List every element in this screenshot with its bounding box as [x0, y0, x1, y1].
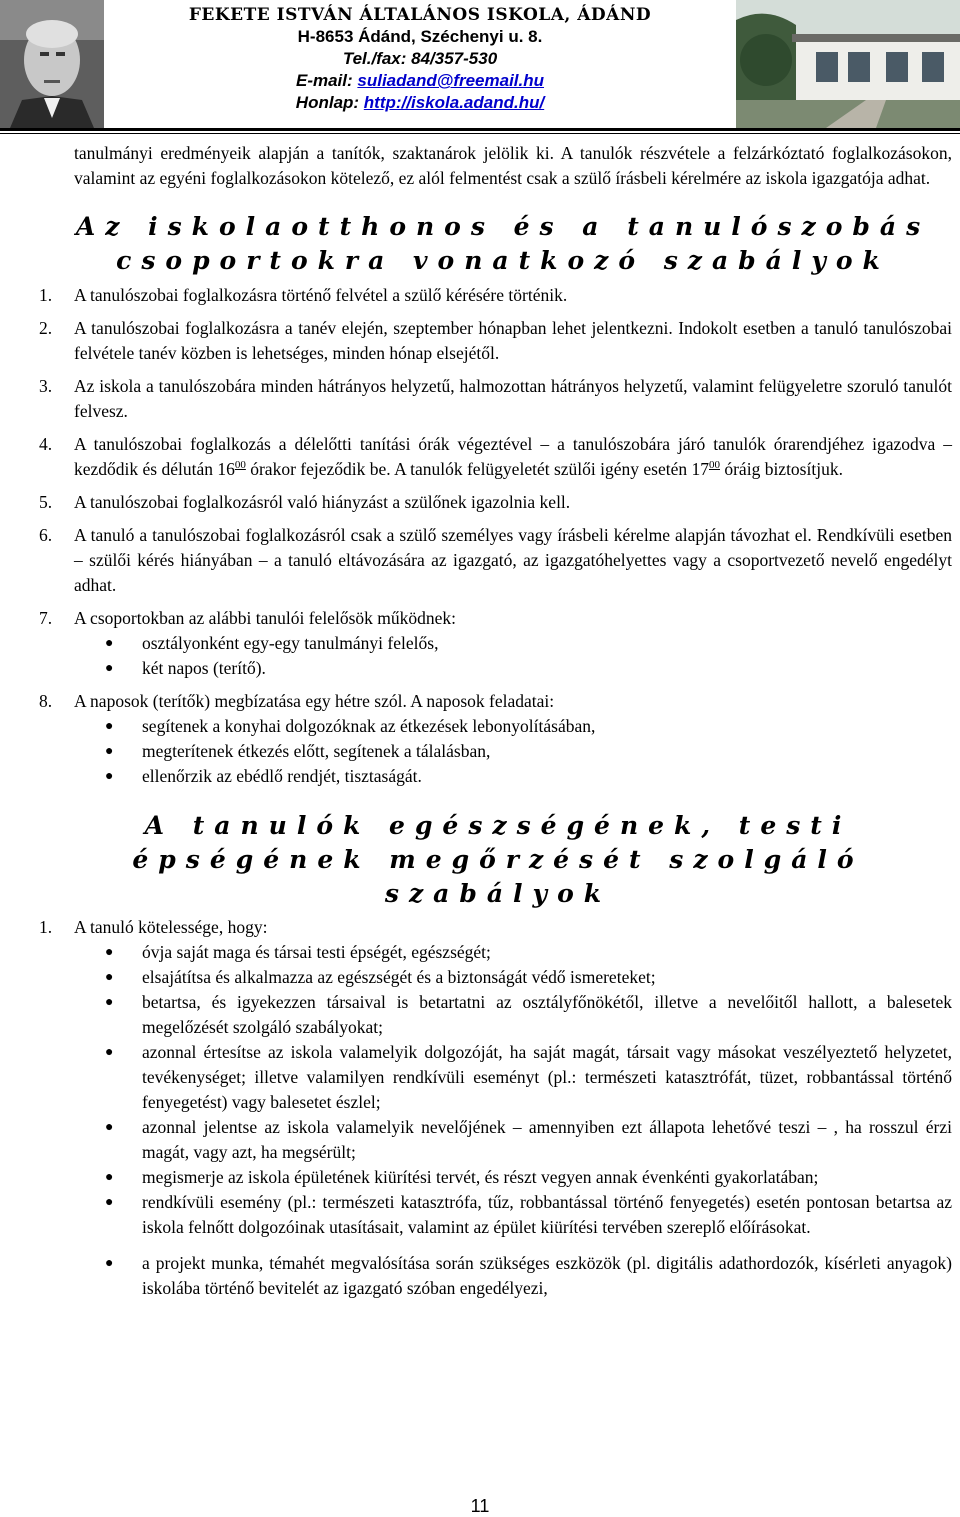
- school-address: H-8653 Ádánd, Széchenyi u. 8.: [297, 27, 543, 46]
- section-heading-afterschool: Az iskolaotthonos és a tanulószobás csoportokra vonatkozó szabályok: [75, 212, 931, 275]
- bullet-item: [74, 631, 952, 656]
- rule-item: [39, 283, 952, 308]
- bullet-text: óvja saját maga és társai testi épségét, egészségét;: [142, 942, 491, 962]
- rule-item: [39, 523, 952, 598]
- rule-number: 8.: [39, 691, 53, 711]
- rule-number: 6.: [39, 525, 53, 545]
- bullet-text: megterítenek étkezés előtt, segítenek a tálalásban,: [142, 741, 491, 761]
- bullet-item: [74, 990, 952, 1040]
- bullet-text: azonnal értesítse az iskola valamelyik dolgozóját, ha saját magát, társait vagy másokat veszélyeztető helyzetet, tevékenységet; illetve valamilyen rendkívüli eseményt (pl.: természeti katasztrófát, tüzet, robbantással történő fenyegetést) vagy balesetet észlel;: [142, 1042, 952, 1112]
- bullet-icon: ●: [105, 661, 114, 676]
- bullet-icon: ●: [105, 970, 114, 985]
- intro-paragraph: tanulmányi eredményeik alapján a tanítók, szaktanárok jelölik ki. A tanulók részvétele a felzárkóztató foglalkozásokon, valamint az egyéni foglalkozásokon kötelező, ez alól felmentést csak a szülő írásbeli kérelmére az iskola igazgatója adhat.: [74, 143, 952, 188]
- bullet-text: osztályonként egy-egy tanulmányi felelős,: [142, 633, 439, 653]
- rule-item: [39, 689, 952, 714]
- bullet-icon: ●: [105, 995, 114, 1010]
- header-divider: [0, 128, 960, 131]
- document-body: [39, 141, 952, 1301]
- bullet-icon: ●: [105, 1195, 114, 1210]
- health-rules-list: [39, 915, 952, 1301]
- bullet-item: [74, 656, 952, 681]
- bullet-icon: ●: [105, 1045, 114, 1060]
- rule-text: A csoportokban az alábbi tanulói felelősök működnek:: [74, 608, 456, 628]
- rule-number: 3.: [39, 376, 53, 396]
- rule-text: Az iskola a tanulószobára minden hátrányos helyzetű, halmozottan hátrányos helyzetű, valamint felügyeletre szoruló tanulót felvesz.: [74, 376, 952, 421]
- bullet-text: segítenek a konyhai dolgozóknak az étkezések lebonyolításában,: [142, 716, 596, 736]
- rule-text: A tanulószobai foglalkozásra történő felvétel a szülő kérésére történik.: [74, 285, 568, 305]
- rule-number: 5.: [39, 492, 53, 512]
- bullet-item: [74, 1115, 952, 1165]
- school-phone: Tel./fax: 84/357-530: [342, 49, 498, 68]
- bullet-icon: ●: [105, 1170, 114, 1185]
- web-label: Honlap:: [295, 93, 364, 112]
- bullet-item: [74, 1165, 952, 1190]
- school-name: FEKETE ISTVÁN ÁLTALÁNOS ISKOLA, ÁDÁND: [188, 5, 652, 25]
- bullet-icon: ●: [105, 636, 114, 651]
- bullet-icon: ●: [105, 719, 114, 734]
- bullet-item: [74, 1251, 952, 1301]
- rule-text: A tanulószobai foglalkozásra a tanév elején, szeptember hónapban lehet jelentkezni. Indokolt esetben a tanuló tanulószobai felvétele tanév közben is lehetséges, minden hónap elsejétől.: [74, 318, 952, 363]
- section-heading-health: A tanulók egészségének, testi épségének megőrzését szolgáló szabályok: [132, 811, 864, 908]
- bullet-icon: ●: [105, 744, 114, 759]
- bullet-text: megismerje az iskola épületének kiürítési tervét, és részt vegyen annak évenkénti gyakorlatában;: [142, 1167, 819, 1187]
- time-superscript: 00: [234, 459, 246, 472]
- rule-item: [39, 490, 952, 515]
- bullet-icon: ●: [105, 1120, 114, 1135]
- rule-number: 7.: [39, 608, 53, 628]
- rule-text: A tanuló a tanulószobai foglalkozásról csak a szülő személyes vagy írásbeli kérelme alapján távozhat el. Rendkívüli esetben – szülői kérés hiányában – a tanuló eltávozására az igazgató, az igazgatóhelyettes vagy a csoportvezető nevelő engedélyt adhat.: [74, 525, 952, 595]
- time-superscript: 00: [708, 459, 720, 472]
- bullet-item: [74, 714, 952, 739]
- page-number: 11: [470, 1496, 490, 1516]
- rule-text: A naposok (terítők) megbízatása egy hétre szól. A naposok feladatai:: [74, 691, 555, 711]
- rule-item: [39, 606, 952, 631]
- rule-number: 1.: [39, 285, 53, 305]
- school-building-photo: [736, 0, 960, 128]
- bullet-text: a projekt munka, témahét megvalósítása során szükséges eszközök (pl. digitális adathordozók, kísérleti anyagok) iskolába történő bevitelét az igazgató szóban engedélyezi,: [142, 1253, 952, 1298]
- school-email-line: [104, 70, 736, 92]
- bullet-text: azonnal jelentse az iskola valamelyik nevelőjének – amennyiben ezt állapota lehetővé teszi – , ha rosszul érzi magát, vagy azt, ha megsérült;: [142, 1117, 952, 1162]
- school-web-line: [104, 92, 736, 114]
- rule-item: [39, 432, 952, 482]
- bullet-text: elsajátítsa és alkalmazza az egészségét és a biztonságát védő ismereteket;: [142, 967, 656, 987]
- rule-number: 4.: [39, 434, 53, 454]
- rule-number: 2.: [39, 318, 53, 338]
- portrait-photo: [0, 0, 104, 128]
- email-label: E-mail:: [295, 71, 358, 90]
- rule-text-part: órakor fejeződik be. A tanulók felügyeletét szülői igény esetén 17: [245, 459, 709, 479]
- bullet-item: [74, 764, 952, 789]
- rule-text: A tanuló kötelessége, hogy:: [74, 917, 268, 937]
- bullet-item: [74, 739, 952, 764]
- email-link[interactable]: suliadand@freemail.hu: [357, 71, 545, 90]
- rule-text-part: óráig biztosítjuk.: [719, 459, 843, 479]
- bullet-text: rendkívüli esemény (pl.: természeti katasztrófa, tűz, robbantással történő fenyegetés) esetén pontosan betartsa az iskola felnőtt dolgozóinak utasításait, valamint az épület kiürítési tervében szereplő előírásokat.: [142, 1192, 952, 1237]
- bullet-icon: ●: [105, 1256, 114, 1271]
- bullet-icon: ●: [105, 769, 114, 784]
- rule-text: A tanulószobai foglalkozásról való hiányzást a szülőnek igazolnia kell.: [74, 492, 571, 512]
- rule-item: [39, 316, 952, 366]
- rule-text: [74, 432, 952, 482]
- bullet-item: [74, 1040, 952, 1115]
- web-link[interactable]: http://iskola.adand.hu/: [363, 93, 545, 112]
- header-divider-thin: [0, 133, 960, 134]
- bullet-text: ellenőrzik az ebédlő rendjét, tisztaságát.: [142, 766, 422, 786]
- school-contact-block: [104, 0, 736, 128]
- bullet-icon: ●: [105, 945, 114, 960]
- bullet-text: két napos (terítő).: [142, 658, 266, 678]
- afterschool-rules-list: [39, 283, 952, 789]
- rule-item: [39, 915, 952, 940]
- bullet-text: betartsa, és igyekezzen társaival is betartatni az osztályfőnökétől, illetve a nevelőitől hallott, a balesetek megelőzését szolgáló szabályokat;: [142, 992, 952, 1037]
- bullet-item: [74, 940, 952, 965]
- rule-number: 1.: [39, 917, 53, 937]
- bullet-item: [74, 1190, 952, 1240]
- rule-text-part: A tanulószobai foglalkozás a délelőtti tanítási órák végeztével – a tanulószobára járó tanulók órarendjéhez igazodva – kezdődik és délután 16: [74, 434, 952, 479]
- rule-item: [39, 374, 952, 424]
- bullet-item: [74, 965, 952, 990]
- page-header: [0, 0, 960, 132]
